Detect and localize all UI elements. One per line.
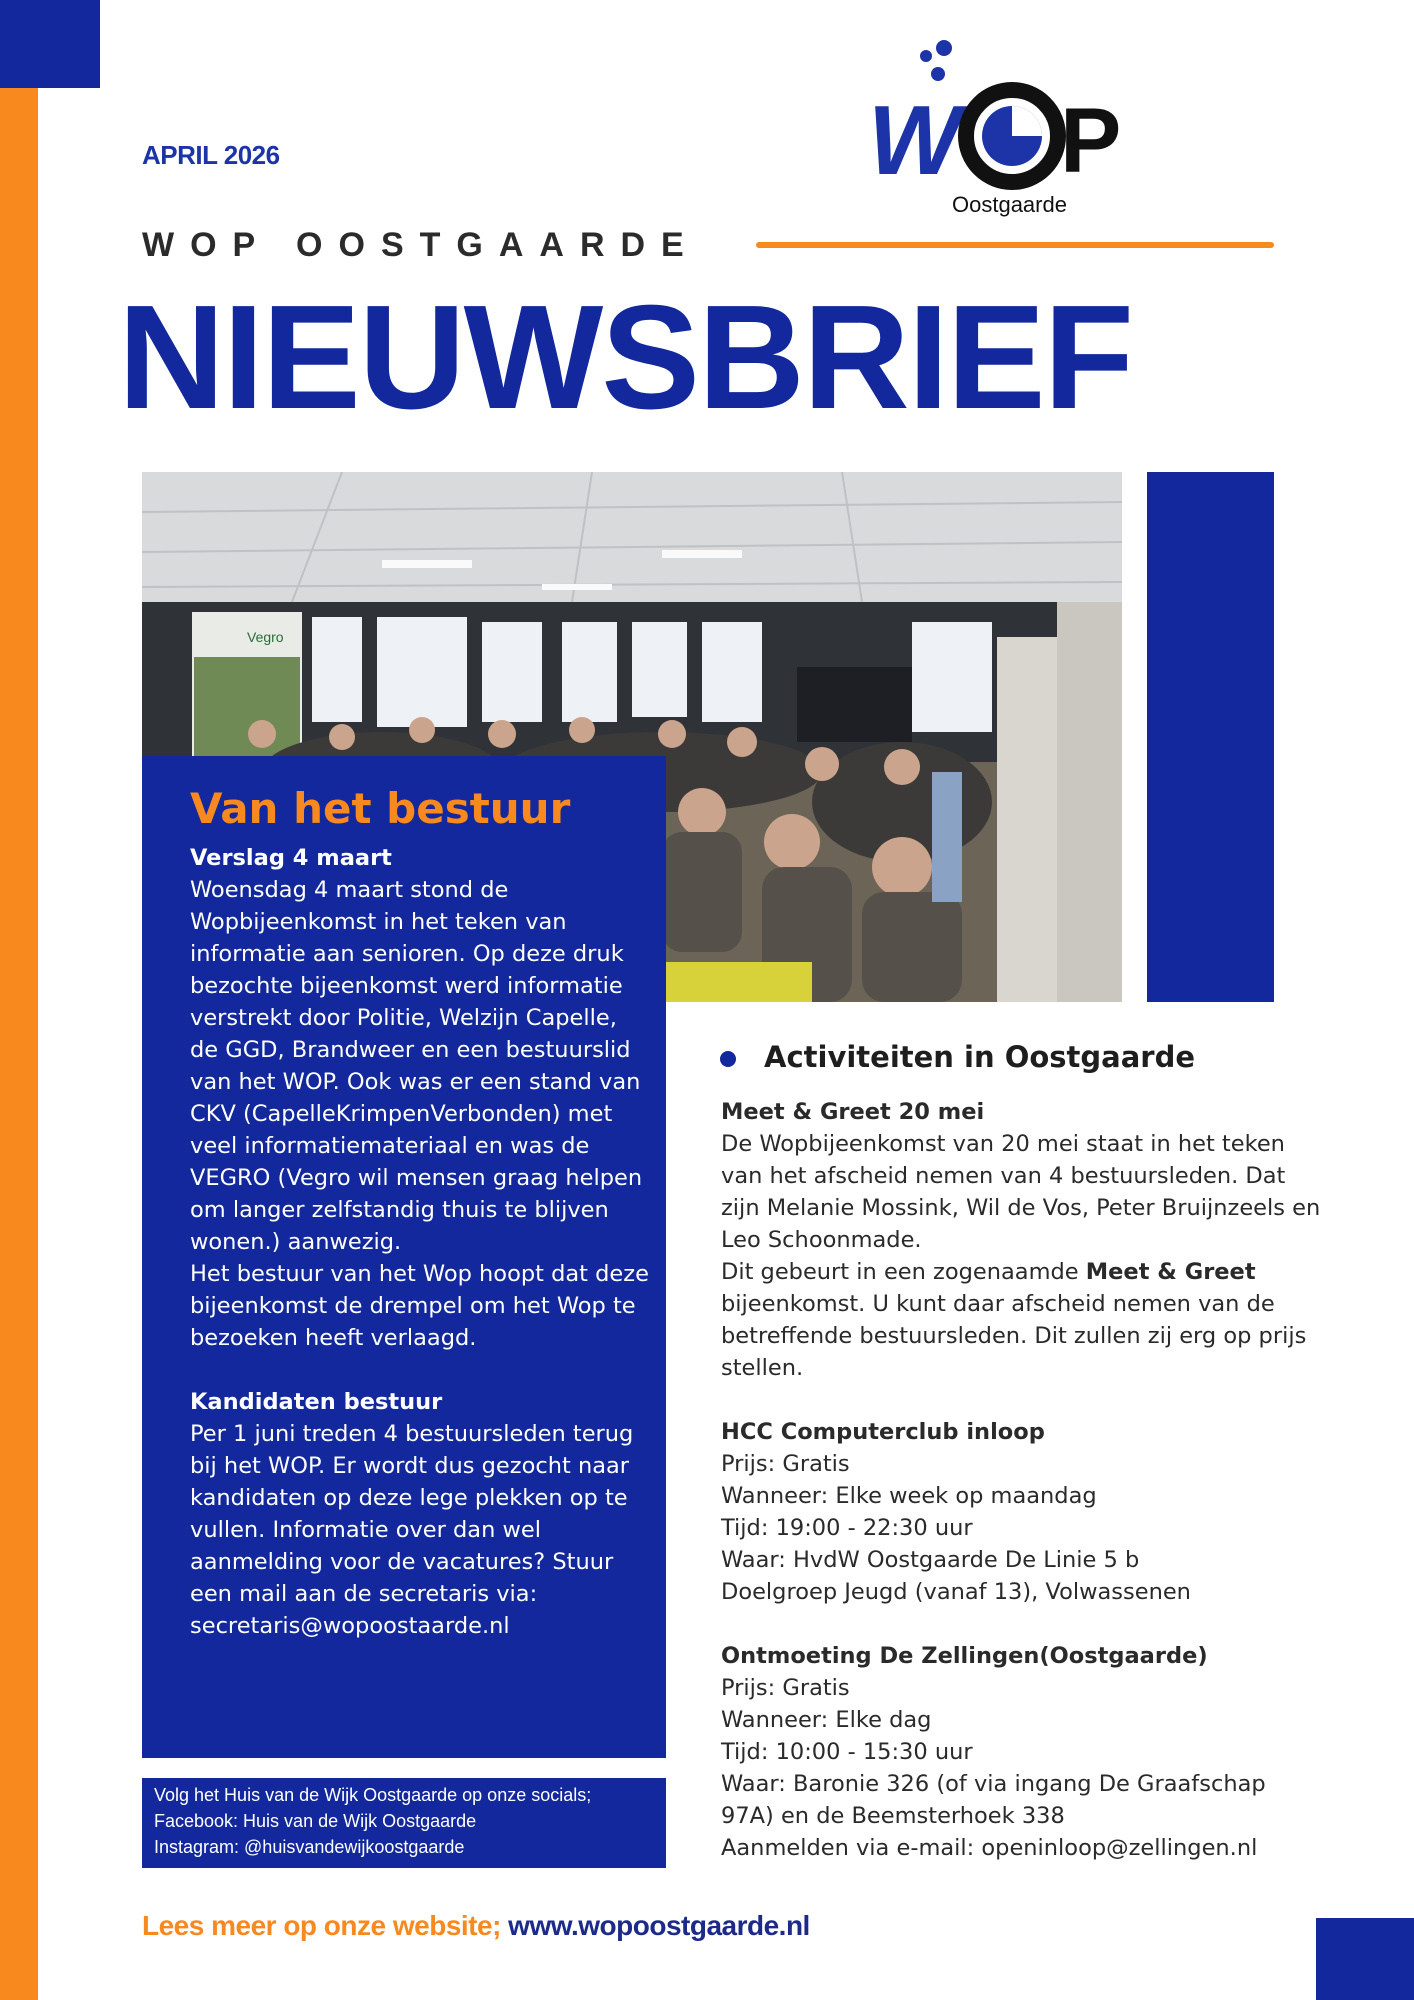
orange-divider [756,242,1274,248]
issue-date: APRIL 2026 [142,140,280,170]
organization-name: WOP OOSTGAARDE [142,226,700,264]
page-title: NIEUWSBRIEF [118,275,1132,440]
hcc-title: HCC Computerclub inloop [721,1419,1045,1445]
meet-greet-text: De Wopbijeenkomst van 20 mei staat in het teken van het afscheid nemen van 4 bestuursleden. Dat zijn Melanie Mossink, Wil de Vos, Peter Bruijnzeels en Leo Schoonmade. [721,1131,1321,1253]
meet-greet-bold: Meet & Greet [1085,1259,1256,1285]
blue-accent-bar [1147,472,1274,1002]
logo-subtitle: Oostgaarde [952,192,1067,217]
socials-line-1: Volg het Huis van de Wijk Oostgaarde op onze socials; [154,1785,592,1805]
verslag-text-2: Het bestuur van het Wop hoopt dat deze bijeenkomst de drempel om het Wop te bezoeken heeft verlaagd. [190,1261,649,1351]
activiteiten-heading: Activiteiten in Oostgaarde [764,1040,1196,1074]
footer [142,1910,810,1942]
svg-text:W: W [868,85,961,195]
banner-text: Vegro [247,629,284,645]
corner-block-bottom-right [1316,1918,1414,2000]
orange-side-stripe [0,88,38,2000]
hcc-line: Tijd: 19:00 - 22:30 uur [721,1515,973,1541]
hcc-line: Prijs: Gratis [721,1451,850,1477]
bullet-icon [720,1051,736,1067]
website-link[interactable]: www.wopoostgaarde.nl [508,1910,810,1941]
verslag-text: Woensdag 4 maart stond de Wopbijeenkomst in het teken van informatie aan senioren. Op deze druk bezochte bijeenkomst werd informatie verstrekt door Politie, Welzijn Capelle, de GGD, Brandweer en een bestuurslid van het WOP. Ook was er een stand van CKV (CapelleKrimpenVerbonden) met veel informatiemateriaal en was de VEGRO (Vegro wil mensen graag helpen om langer zelfstandig thuis te blijven wonen.) aanwezig. [190,877,643,1255]
zellingen-title: Ontmoeting De Zellingen(Oostgaarde) [721,1643,1208,1669]
wop-logo [862,26,1130,226]
bestuur-heading: Van het bestuur [190,784,571,833]
hcc-line: Waar: HvdW Oostgaarde De Linie 5 b [721,1547,1140,1573]
kandidaten-title: Kandidaten bestuur [190,1389,443,1415]
activiteiten-content [721,1096,1321,1864]
zellingen-line: Prijs: Gratis [721,1675,850,1701]
kandidaten-text: Per 1 juni treden 4 bestuursleden terug bij het WOP. Er wordt dus gezocht naar kandidaten op deze lege plekken op te vullen. Informatie over dan wel aanmelding voor de vacatures? Stuur een mail aan de secretaris via: secretaris@wopoostaarde.nl [190,1421,634,1639]
corner-block-top-left [0,0,100,88]
zellingen-line: Tijd: 10:00 - 15:30 uur [721,1739,973,1765]
meet-greet-text-2c: bijeenkomst. U kunt daar afscheid nemen van de betreffende bestuursleden. Dit zullen zij erg op prijs stellen. [721,1291,1307,1381]
svg-text:P: P [1060,90,1122,192]
hcc-line: Doelgroep Jeugd (vanaf 13), Volwassenen [721,1579,1191,1605]
meet-greet-title: Meet & Greet 20 mei [721,1099,985,1125]
hcc-line: Wanneer: Elke week op maandag [721,1483,1097,1509]
socials-facebook: Facebook: Huis van de Wijk Oostgaarde [154,1811,477,1831]
meet-greet-text-2a: Dit gebeurt in een zogenaamde [721,1259,1086,1285]
zellingen-line: Wanneer: Elke dag [721,1707,932,1733]
verslag-title: Verslag 4 maart [190,845,392,871]
socials-instagram: Instagram: @huisvandewijkoostgaarde [154,1837,465,1857]
zellingen-line: Aanmelden via e-mail: openinloop@zellingen.nl [721,1835,1258,1861]
socials-box [142,1778,666,1868]
footer-lead: Lees meer op onze website; [142,1910,509,1941]
meet-greet-text-2 [721,1256,1321,1384]
zellingen-line: Waar: Baronie 326 (of via ingang De Graafschap 97A) en de Beemsterhoek 338 [721,1771,1266,1829]
bestuur-content [190,780,650,1642]
